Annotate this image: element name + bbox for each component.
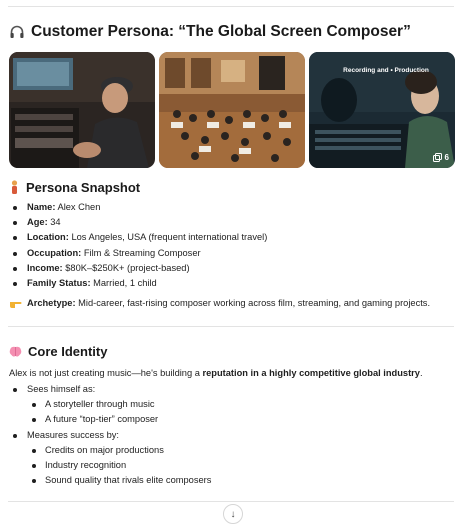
snapshot-list [0, 200, 267, 291]
item-label: Family Status: [27, 278, 91, 289]
item-value: Married, 1 child [93, 278, 157, 289]
sub-list-item: Credits on major productions [0, 443, 211, 458]
sub-list-item: A future “top-tier” composer [0, 412, 211, 427]
snapshot-title: Persona Snapshot [26, 180, 141, 195]
item-label: Name: [27, 202, 56, 212]
top-divider [8, 6, 454, 7]
identity-list [0, 382, 211, 488]
list-item: Measures success by: [0, 428, 211, 443]
list-item [0, 215, 267, 230]
intro-text: Alex is not just creating music—he's building a [9, 368, 203, 378]
item-label: Location: [27, 232, 69, 243]
item-label: Occupation: [27, 247, 82, 258]
item-value: $80K–$250K+ (project-based) [65, 262, 190, 273]
sub-list-item: Sound quality that rivals elite composers [0, 473, 211, 488]
sub-list-item: A storyteller through music [0, 397, 211, 412]
section-heading-identity [9, 344, 107, 359]
archetype-line [9, 296, 430, 310]
item-label: Income: [27, 262, 63, 273]
headphones-icon [9, 24, 25, 40]
item-value: Alex Chen [57, 202, 101, 212]
sub-list-item: Industry recognition [0, 458, 211, 473]
person-icon [9, 180, 20, 195]
gallery-image-orchestra[interactable] [159, 52, 305, 168]
identity-intro [9, 366, 423, 380]
intro-emphasis: reputation in a highly competitive global industry [202, 368, 420, 378]
gallery-caption: Recording and • Production [343, 67, 429, 74]
image-count: 6 [444, 153, 449, 162]
brain-icon [9, 346, 22, 358]
archetype-label: Archetype: [27, 298, 76, 308]
persona-heading [9, 23, 411, 41]
item-value: 34 [50, 217, 61, 228]
list-item [0, 230, 267, 245]
list-item [0, 246, 267, 261]
item-label: Age: [27, 217, 48, 228]
orchestra-photo-icon [159, 52, 305, 168]
gallery-more-count[interactable] [433, 153, 449, 162]
gallery-image-composer[interactable] [9, 52, 155, 168]
composer-photo-icon [9, 52, 155, 168]
intro-end: . [419, 368, 423, 378]
identity-title: Core Identity [28, 344, 108, 359]
archetype-value: Mid-career, fast-rising composer working across film, streaming, and gaming projects. [78, 298, 431, 308]
list-item [0, 276, 267, 291]
scroll-down-button[interactable] [223, 504, 243, 524]
bottom-divider [8, 501, 454, 502]
arrow-down-icon: ↓ [230, 508, 236, 520]
image-gallery [9, 52, 455, 168]
section-divider [8, 326, 454, 327]
list-item [0, 200, 267, 215]
list-item [0, 261, 267, 276]
item-value: Los Angeles, USA (frequent international travel) [71, 232, 268, 243]
item-value: Film & Streaming Composer [83, 247, 201, 258]
image-stack-icon [433, 153, 442, 162]
section-heading-snapshot [9, 180, 140, 195]
pointing-hand-icon [9, 298, 22, 309]
page-title: Customer Persona: “The Global Screen Composer” [31, 23, 411, 40]
gallery-image-production[interactable] [309, 52, 455, 168]
list-item: Sees himself as: [0, 382, 211, 397]
